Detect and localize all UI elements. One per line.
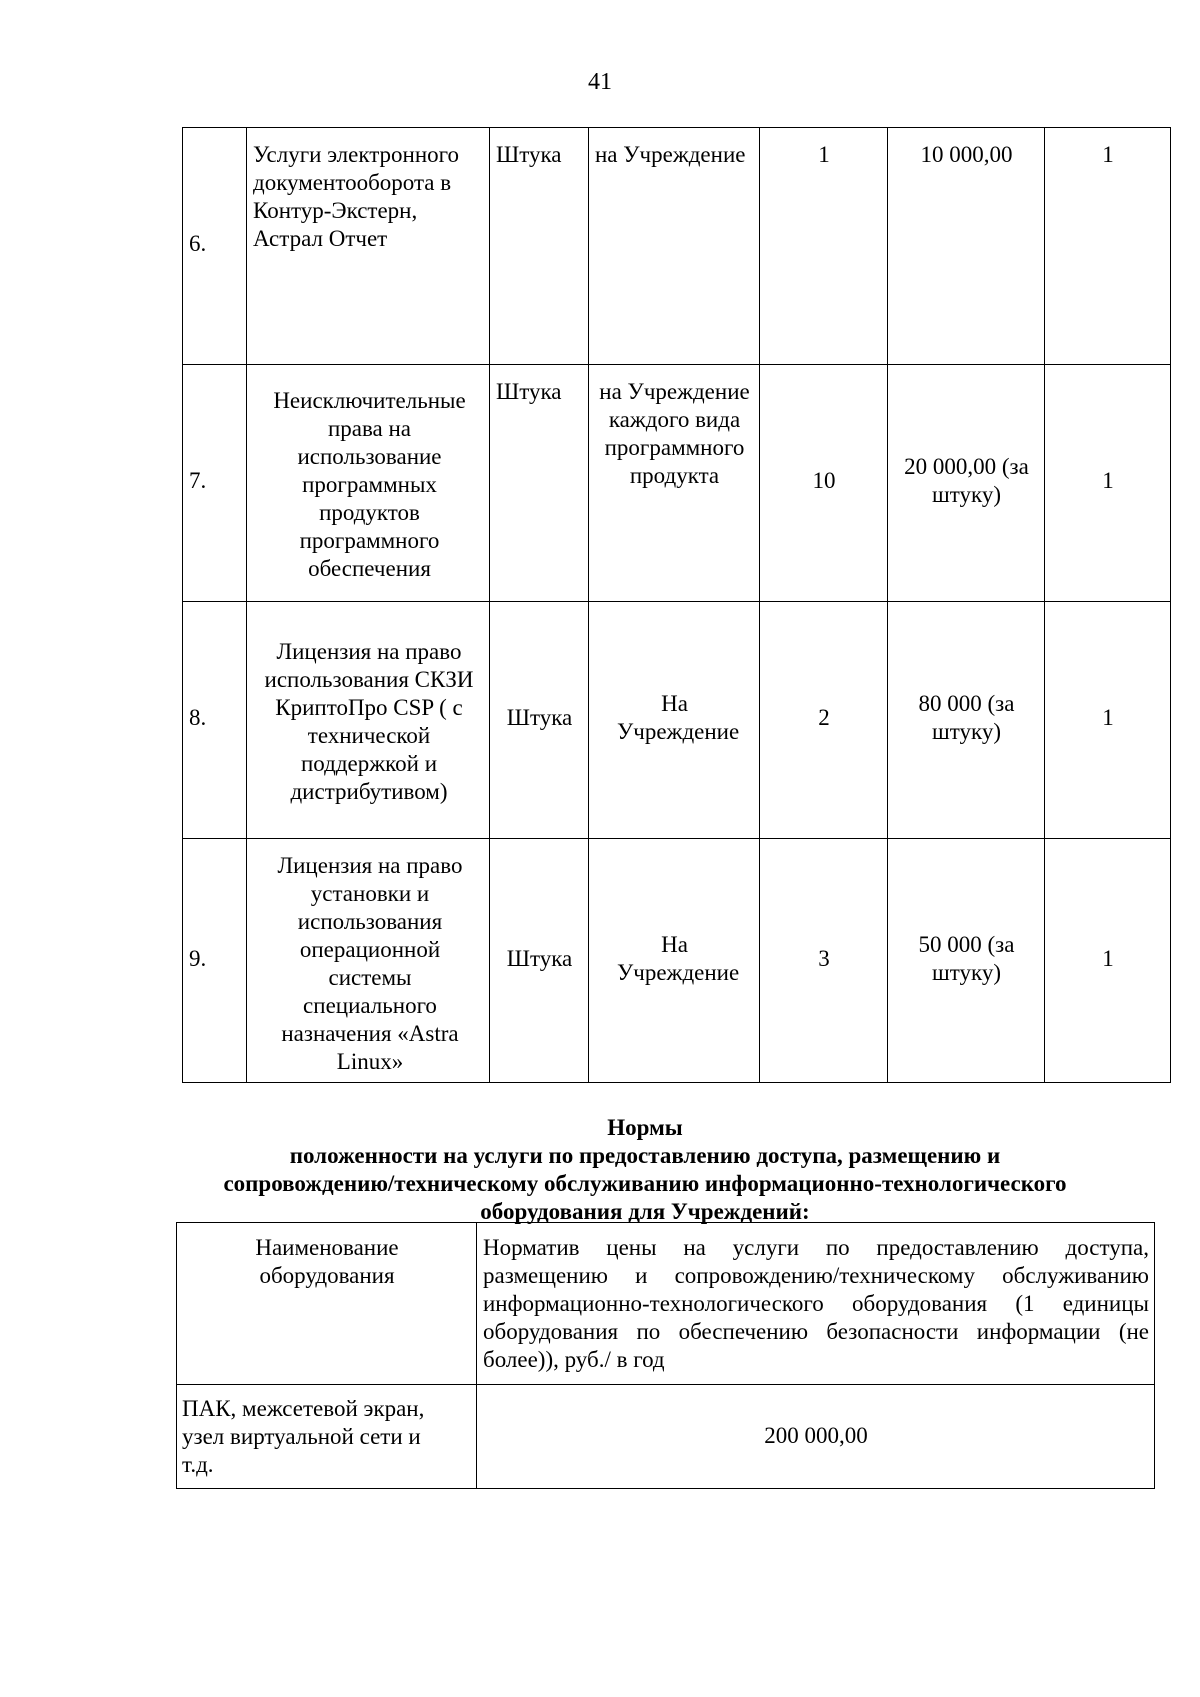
row-quantity: 10 [812, 468, 836, 493]
section-title: Нормы [607, 1115, 683, 1140]
row-scope: на Учреждение [595, 142, 746, 167]
equipment-name: ПАК, межсетевой экран, узел виртуальной сети и т.д. [182, 1396, 425, 1477]
row-period: 1 [1102, 705, 1114, 730]
equipment-price: 200 000,00 [764, 1423, 868, 1448]
table-row [177, 1385, 1155, 1489]
norms-table [182, 127, 1171, 1083]
table-row [183, 365, 1171, 602]
header-equipment-name: Наименование оборудования [255, 1235, 399, 1288]
row-quantity: 2 [818, 705, 830, 730]
section-subtitle-line1: положенности на услуги по предоставлению доступа, размещению и [289, 1143, 1001, 1168]
row-price: 50 000 (за штуку) [918, 932, 1015, 985]
row-price: 10 000,00 [920, 142, 1013, 167]
row-name: Лицензия на право использования СКЗИ КриптоПро CSP ( с технической поддержкой и дистрибутивом) [264, 639, 474, 804]
table-row [183, 602, 1171, 839]
row-name: Лицензия на право установки и использования операционной системы специального назначения «Astra Linux» [277, 853, 463, 1074]
row-price: 80 000 (за штуку) [918, 691, 1015, 744]
row-name: Неисключительные права на использование программных продуктов программного обеспечения [273, 388, 466, 581]
row-scope: на Учреждение каждого вида программного продукта [599, 379, 750, 488]
row-quantity: 3 [818, 946, 830, 971]
page-number: 41 [588, 69, 612, 95]
section-subtitle-line3: оборудования для Учреждений: [480, 1199, 810, 1224]
table-header-row [177, 1223, 1155, 1385]
row-unit: Штука [506, 946, 573, 971]
section-subtitle-line2: сопровождению/техническому обслуживанию информационно-технологического [223, 1171, 1067, 1196]
row-unit: Штука [496, 142, 562, 167]
row-price: 20 000,00 (за штуку) [904, 454, 1029, 507]
row-period: 1 [1102, 946, 1114, 971]
row-unit: Штука [506, 705, 573, 730]
row-quantity: 1 [818, 142, 830, 167]
row-period: 1 [1102, 142, 1114, 167]
row-number: 7. [189, 468, 207, 493]
header-price-norm: Норматив цены на услуги по предоставлению доступа, размещению и сопровождению/техническому обслуживанию информационно-технологического оборудования (1 единицы оборудования по обеспечению безопасности информации (не более)), руб./ в год [483, 1235, 1149, 1372]
row-name: Услуги электронного документооборота в Контур-Экстерн, Астрал Отчет [253, 142, 460, 251]
row-number: 9. [189, 946, 207, 971]
row-scope: На Учреждение [617, 691, 740, 744]
equipment-service-table [176, 1222, 1155, 1489]
row-period: 1 [1102, 468, 1114, 493]
table-row [183, 839, 1171, 1083]
row-number: 6. [189, 231, 207, 256]
row-number: 8. [189, 705, 207, 730]
row-unit: Штука [496, 379, 562, 404]
row-scope: На Учреждение [617, 932, 740, 985]
table-row [183, 128, 1171, 365]
